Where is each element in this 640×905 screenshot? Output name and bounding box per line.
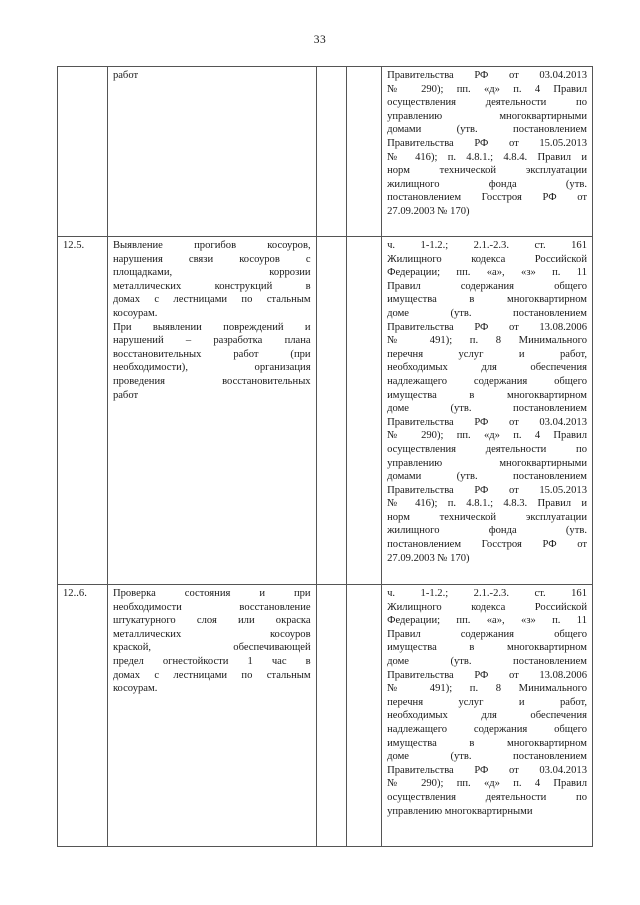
text-line: Жилищного кодекса Российской (387, 253, 587, 265)
table-row (58, 237, 593, 585)
text-line: восстановительных работ (при (112, 348, 311, 360)
item-number: 12..6. (58, 585, 108, 847)
text-line: жилищного фонда (утв. (387, 178, 587, 190)
text-line: осуществления деятельности по (387, 443, 587, 455)
text-line: работ (112, 70, 139, 81)
legal-basis (382, 237, 593, 585)
text-line: имущества в многоквартирном (387, 642, 587, 654)
text-line: Правительства РФ от 13.08.2006 (387, 321, 587, 333)
text-line: перечня услуг и работ, (387, 696, 587, 708)
empty-cell (316, 237, 346, 585)
text-line: постановлением Госстроя РФ от (387, 192, 587, 204)
text-line: управлению многоквартирными (387, 805, 533, 817)
text-line: № 416); п. 4.8.1.; 4.8.4. Правил и (387, 151, 587, 163)
text-line: Правил содержания общего (387, 628, 587, 640)
item-number: 12.5. (58, 237, 108, 585)
text-line: надлежащего содержания общего (387, 723, 587, 735)
text-line: осуществления деятельности по (387, 791, 587, 803)
text-line: ч. 1-1.2.; 2.1.-2.3. ст. 161 (387, 240, 587, 251)
text-line: надлежащего содержания общего (387, 375, 587, 387)
text-line: Правительства РФ от 03.04.2013 (387, 416, 587, 428)
text-line: № 290); пп. «д» п. 4 Правил (387, 83, 587, 95)
text-line: проведения восстановительных (112, 375, 311, 387)
text-line: металлических конструкций в (112, 280, 311, 292)
text-line: нарушений – разработка плана (112, 335, 311, 347)
text-line: имущества в многоквартирном (387, 294, 587, 306)
text-line: 27.09.2003 № 170) (387, 552, 470, 564)
page-number: 33 (313, 34, 327, 46)
text-line: управлению многоквартирными (387, 110, 587, 122)
text-line: № 290); пп. «д» п. 4 Правил (387, 778, 587, 790)
text-line: доме (утв. постановлением (387, 307, 587, 319)
empty-cell (316, 585, 346, 847)
empty-cell (346, 67, 382, 237)
empty-cell (346, 237, 382, 585)
text-line: № 491); п. 8 Минимального (387, 335, 587, 347)
text-line: осуществления деятельности по (387, 97, 587, 109)
text-line: площадками, коррозии (112, 267, 311, 279)
text-line: 27.09.2003 № 170) (387, 205, 470, 217)
text-line: штукатурного слоя или окраска (112, 615, 311, 627)
text-line: перечня услуг и работ, (387, 348, 587, 360)
text-line: косоурам. (112, 683, 158, 695)
text-line: Правительства РФ от 03.04.2013 (387, 764, 587, 776)
legal-basis (382, 67, 593, 237)
text-line: металлических косоуров (112, 628, 311, 640)
requirements-table (57, 66, 593, 847)
text-line: работ (112, 389, 139, 401)
text-line: имущества в многоквартирном (387, 389, 587, 401)
text-line: Правительства РФ от 15.05.2013 (387, 484, 587, 496)
text-line: № 416); п. 4.8.1.; 4.8.3. Правил и (387, 498, 587, 510)
text-line: необходимости восстановление (112, 601, 311, 613)
text-line: домами (утв. постановлением (387, 471, 587, 483)
text-line: необходимости), организация (112, 362, 311, 374)
legal-basis (382, 585, 593, 847)
text-line: нарушения связи косоуров с (112, 253, 311, 265)
text-line: доме (утв. постановлением (387, 655, 587, 667)
item-number (58, 67, 108, 237)
text-line: доме (утв. постановлением (387, 403, 587, 415)
empty-cell (346, 585, 382, 847)
text-line: управлению многоквартирными (387, 457, 587, 469)
text-line: При выявлении повреждений и (112, 321, 311, 333)
text-line: Федерации; пп. «а», «з» п. 11 (387, 267, 587, 279)
text-line: предел огнестойкости 1 час в (112, 655, 311, 667)
text-line: № 290); пп. «д» п. 4 Правил (387, 430, 587, 442)
text-line: краской, обеспечивающей (112, 642, 311, 654)
work-description (107, 585, 316, 847)
text-line: № 491); п. 8 Минимального (387, 683, 587, 695)
text-line: домами (утв. постановлением (387, 124, 587, 136)
table-row (58, 67, 593, 237)
work-description (107, 67, 316, 237)
text-line: Выявление прогибов косоуров, (112, 240, 311, 251)
text-line: норм технической эксплуатации (387, 165, 587, 177)
text-line: жилищного фонда (утв. (387, 525, 587, 537)
text-line: Правительства РФ от 03.04.2013 (387, 70, 587, 81)
text-line: Правительства РФ от 13.08.2006 (387, 669, 587, 681)
text-line: норм технической эксплуатации (387, 511, 587, 523)
text-line: постановлением Госстроя РФ от (387, 539, 587, 551)
text-line: имущества в многоквартирном (387, 737, 587, 749)
text-line: доме (утв. постановлением (387, 751, 587, 763)
text-line: необходимых для обеспечения (387, 362, 587, 374)
text-line: ч. 1-1.2.; 2.1.-2.3. ст. 161 (387, 588, 587, 599)
text-line: домах с лестницами по стальным (112, 294, 311, 306)
text-line: домах с лестницами по стальным (112, 669, 311, 681)
text-line: Правительства РФ от 15.05.2013 (387, 137, 587, 149)
text-line: Жилищного кодекса Российской (387, 601, 587, 613)
text-line: Правил содержания общего (387, 280, 587, 292)
text-line: Федерации; пп. «а», «з» п. 11 (387, 615, 587, 627)
text-line: косоурам. (112, 307, 158, 319)
empty-cell (316, 67, 346, 237)
text-line: Проверка состояния и при (112, 588, 311, 599)
text-line: необходимых для обеспечения (387, 710, 587, 722)
work-description (107, 237, 316, 585)
table-row (58, 585, 593, 847)
